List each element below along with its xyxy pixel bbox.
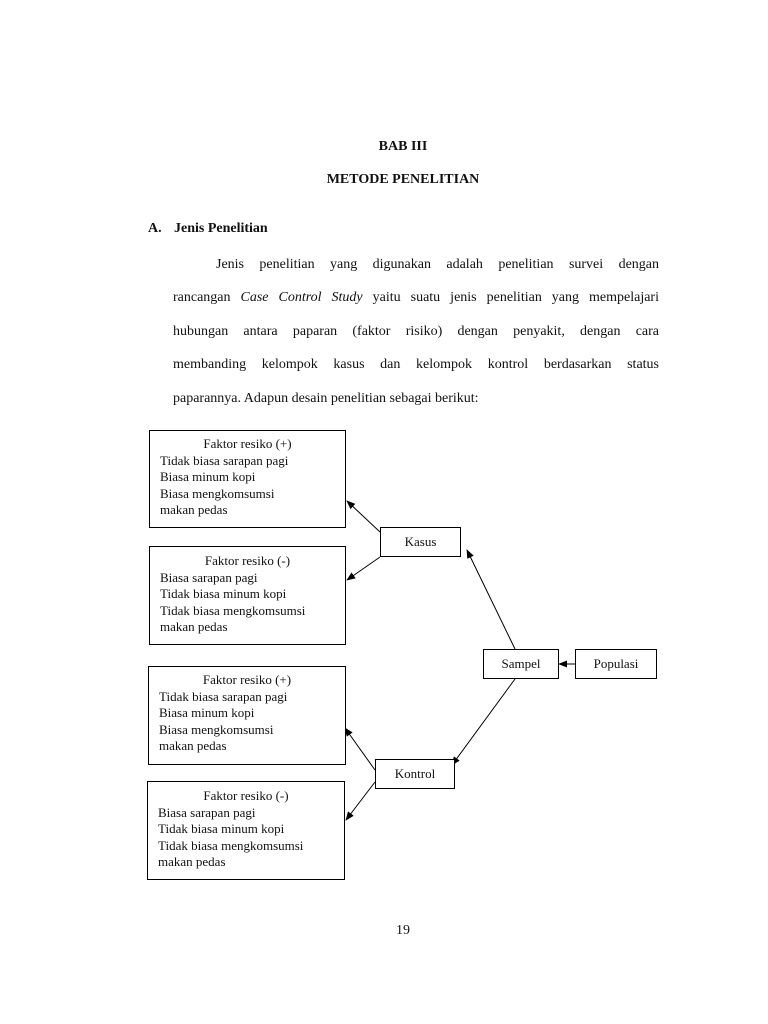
chapter-label: BAB III	[378, 139, 428, 154]
box-item: makan pedas	[160, 502, 228, 517]
section-letter: A.	[148, 221, 162, 236]
arrow-kontrol-to-neg	[346, 782, 375, 820]
box-item: Biasa minum kopi	[159, 705, 255, 720]
sampel-node	[483, 649, 559, 679]
box-item: Biasa sarapan pagi	[158, 804, 256, 820]
section-title: Jenis Penelitian	[174, 221, 268, 236]
box-item: makan pedas	[158, 854, 226, 869]
kasus-node	[380, 527, 461, 557]
paragraph-line: rancangan Case Control Study yaitu suatu jenis penelitian yang mempelajari	[173, 290, 659, 306]
arrow-sampel-to-kontrol	[452, 679, 515, 765]
box-title: Faktor resiko (-)	[204, 553, 291, 568]
arrow-kasus-to-pos	[347, 501, 380, 532]
box-item: Biasa sarapan pagi	[160, 569, 258, 585]
kasus-risk-negative-box	[149, 546, 346, 645]
paragraph-line: hubungan antara paparan (faktor risiko) dengan penyakit, dengan cara	[173, 323, 659, 339]
box-title: Faktor resiko (+)	[203, 436, 292, 451]
arrow-kontrol-to-pos	[345, 728, 375, 770]
kasus-label: Kasus	[404, 534, 437, 549]
box-item: makan pedas	[159, 738, 227, 753]
box-title: Faktor resiko (-)	[203, 788, 289, 803]
populasi-node	[575, 649, 657, 679]
kontrol-risk-positive-box	[148, 666, 346, 765]
box-title: Faktor resiko (+)	[202, 672, 292, 687]
box-item: Tidak biasa mengkomsumsi	[160, 602, 306, 618]
arrow-kasus-to-neg	[347, 557, 380, 580]
box-item: makan pedas	[160, 619, 228, 634]
sampel-label: Sampel	[501, 656, 541, 671]
kontrol-label: Kontrol	[394, 766, 436, 781]
box-item: Tidak biasa minum kopi	[158, 821, 285, 836]
populasi-label: Populasi	[593, 656, 639, 671]
page-number: 19	[396, 923, 410, 938]
box-item: Biasa mengkomsumsi	[160, 485, 275, 501]
paragraph-line: Jenis penelitian yang digunakan adalah penelitian survei dengan	[216, 257, 659, 272]
paragraph-line: membanding kelompok kasus dan kelompok kontrol berdasarkan status	[173, 357, 659, 373]
kontrol-node	[375, 759, 455, 789]
kasus-risk-positive-box	[149, 430, 346, 528]
box-item: Biasa minum kopi	[160, 469, 256, 484]
arrow-sampel-to-kasus	[467, 550, 515, 649]
box-item: Tidak biasa sarapan pagi	[159, 688, 288, 704]
kontrol-risk-negative-box	[147, 781, 345, 880]
box-item: Tidak biasa mengkomsumsi	[158, 837, 304, 853]
paragraph-line: paparannya. Adapun desain penelitian sebagai berikut:	[173, 390, 479, 406]
study-design-term: Case Control Study	[240, 290, 363, 306]
chapter-title: METODE PENELITIAN	[326, 172, 480, 187]
box-item: Tidak biasa sarapan pagi	[160, 452, 289, 468]
box-item: Tidak biasa minum kopi	[160, 586, 287, 601]
box-item: Biasa mengkomsumsi	[159, 721, 274, 737]
